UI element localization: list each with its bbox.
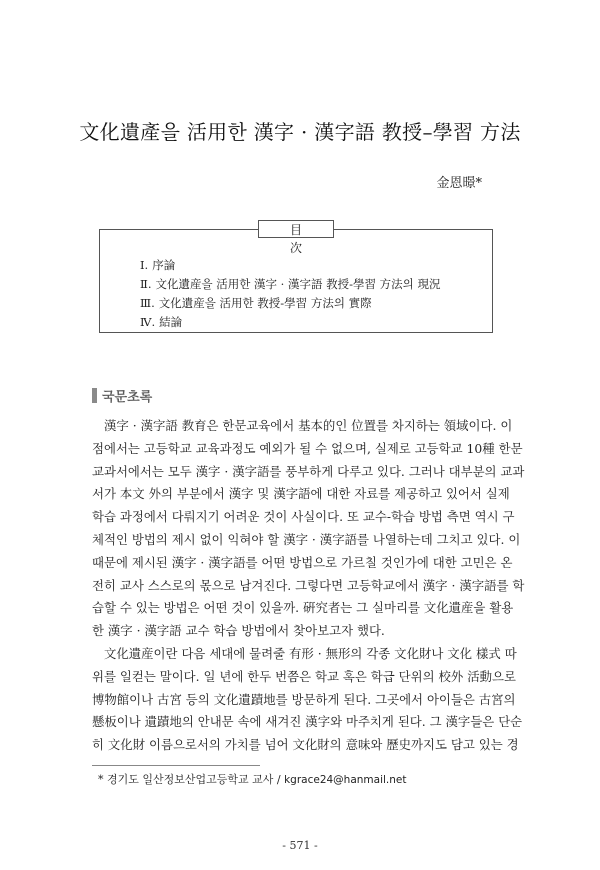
abstract-line: 히 文化財 이름으로서의 가치를 넘어 文化財의 意味와 歷史까지도 담고 있는 경 — [92, 737, 519, 753]
toc-item — [140, 275, 440, 294]
abstract-body — [92, 415, 525, 757]
abstract-heading: 국문초록 — [102, 390, 153, 405]
toc-list — [140, 256, 440, 332]
abstract-line: 文化遺産이란 다음 세대에 물려줄 有形 · 無形의 각종 文化財나 文化 樣式 따 — [104, 645, 517, 661]
toc-item-text: 文化遺産을 活用한 漢字 · 漢字語 教授-學習 方法의 現況 — [155, 277, 441, 291]
abstract-line: 체적인 방법의 제시 없이 익혀야 할 漢字 · 漢字語를 나열하는데 그치고 있다. 이 — [92, 531, 521, 547]
footnote — [98, 771, 407, 787]
paper-title: 文化遺產을 活用한 漢字 · 漢字語 教授–學習 方法 — [79, 120, 521, 144]
toc-item-number: Ⅳ. — [140, 315, 156, 329]
toc-item — [140, 313, 440, 332]
toc-heading: 目 次 — [258, 220, 334, 238]
section-marker-bar — [92, 388, 97, 403]
toc-item — [140, 294, 440, 313]
footnote-divider — [92, 765, 260, 766]
toc-item-number: Ⅱ. — [140, 277, 152, 291]
abstract-line: 漢字 · 漢字語 教育은 한문교육에서 基本的인 位置를 차지하는 領域이다. 이 — [104, 418, 513, 433]
toc-item-text: 結論 — [159, 315, 183, 329]
abstract-line: 전히 교사 스스로의 몫으로 남겨진다. 그렇다면 고등학교에서 漢字 · 漢字語를 학 — [92, 577, 525, 593]
author-name: 金恩暻* — [436, 176, 482, 191]
toc-item-number: Ⅰ. — [140, 258, 149, 272]
abstract-line: 博物館이나 古宮 등의 文化遺蹟地를 방문하게 된다. 그곳에서 아이들은 古宮의 — [92, 691, 516, 707]
abstract-line: 서가 本文 外의 부분에서 漢字 및 漢字語에 대한 자료를 제공하고 있어서 실제 — [92, 486, 510, 502]
toc-item-text: 序論 — [152, 258, 176, 272]
abstract-line: 한 漢字 · 漢字語 교수 학습 방법에서 찾아보고자 했다. — [92, 623, 385, 639]
abstract-line: 위를 일컫는 말이다. 일 년에 한두 번쯤은 학교 혹은 학급 단위의 校外 活動으로 — [92, 668, 516, 684]
abstract-section-header — [92, 386, 152, 405]
abstract-line: 학습 과정에서 다뤄지기 어려운 것이 사실이다. 또 교수-학습 방법 측면 역시 구 — [92, 509, 515, 525]
toc-item-text: 文化遺産을 活用한 教授-學習 方法의 實際 — [158, 296, 372, 310]
footnote-text: 경기도 일산정보산업고등학교 교사 / — [107, 773, 281, 786]
abstract-line: 교과서에서는 모두 漢字 · 漢字語를 풍부하게 다루고 있다. 그러나 대부분의 교과 — [92, 463, 525, 479]
footnote-marker: * — [98, 773, 104, 786]
toc-item-number: Ⅲ. — [140, 296, 155, 310]
abstract-line: 懸板이나 遺蹟地의 안내문 속에 새겨진 漢字와 마주치게 된다. 그 漢字들은 단순 — [92, 714, 523, 730]
footnote-email: kgrace24@hanmail.net — [284, 774, 407, 786]
toc-item — [140, 256, 440, 275]
abstract-line: 습할 수 있는 방법은 어떤 것이 있을까. 硏究者는 그 실마리를 文化遺産을 활용 — [92, 600, 514, 616]
page-number: - 571 - — [282, 839, 318, 852]
table-of-contents — [99, 223, 493, 333]
abstract-line: 때문에 제시된 漢字 · 漢字語를 어떤 방법으로 가르칠 것인가에 대한 고민은 온 — [92, 554, 513, 570]
abstract-line: 점에서는 고등학교 교육과정도 예외가 될 수 없으며, 실제로 고등학교 10種 한문 — [92, 440, 523, 456]
